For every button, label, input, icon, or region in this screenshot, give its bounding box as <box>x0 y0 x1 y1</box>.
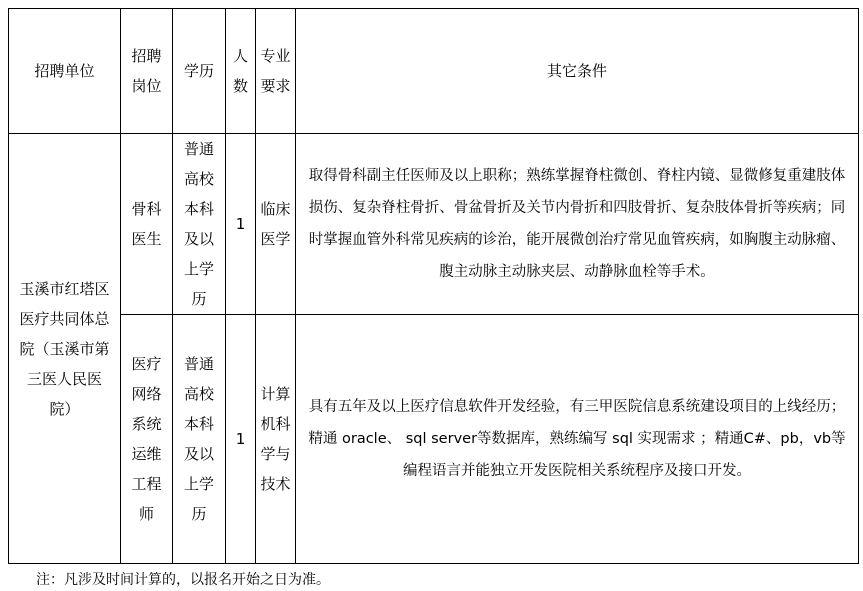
table-row <box>9 315 859 564</box>
major-cell: 计算机科学与技术 <box>256 315 296 564</box>
major-cell: 临床医学 <box>256 134 296 315</box>
header-post: 招聘岗位 <box>121 9 173 134</box>
education-cell: 普通高校本科及以上学历 <box>173 134 226 315</box>
education-cell: 普通高校本科及以上学历 <box>173 315 226 564</box>
header-count: 人数 <box>226 9 256 134</box>
header-education: 学历 <box>173 9 226 134</box>
header-major: 专业要求 <box>256 9 296 134</box>
post-cell: 骨科医生 <box>121 134 173 315</box>
table-row <box>9 134 859 315</box>
other-conditions-cell: 取得骨科副主任医师及以上职称；熟练掌握脊柱微创、脊柱内镜、显微修复重建肢体损伤、复杂脊柱骨折、骨盆骨折及关节内骨折和四肢骨折、复杂肢体骨折等疾病；同时掌握血管外科常见疾病的诊治，能开展微创治疗常见血管疾病，如胸腹主动脉瘤、腹主动脉主动脉夹层、动静脉血栓等手术。 <box>296 134 859 315</box>
other-conditions-cell: 具有五年及以上医疗信息软件开发经验，有三甲医院信息系统建设项目的上线经历；精通 oracle、 sql server等数据库，熟练编写 sql 实现需求 ；精通C#、pb，vb等编程语言并能独立开发医院相关系统程序及接口开发。 <box>296 315 859 564</box>
count-cell: 1 <box>226 315 256 564</box>
count-cell: 1 <box>226 134 256 315</box>
header-row <box>9 9 859 134</box>
post-cell: 医疗网络系统运维工程师 <box>121 315 173 564</box>
recruitment-table <box>8 8 859 564</box>
header-other: 其它条件 <box>296 9 859 134</box>
footnote: 注：凡涉及时间计算的，以报名开始之日为准。 <box>36 572 330 588</box>
header-unit: 招聘单位 <box>9 9 121 134</box>
unit-cell: 玉溪市红塔区医疗共同体总院（玉溪市第三医人民医院） <box>9 134 121 564</box>
